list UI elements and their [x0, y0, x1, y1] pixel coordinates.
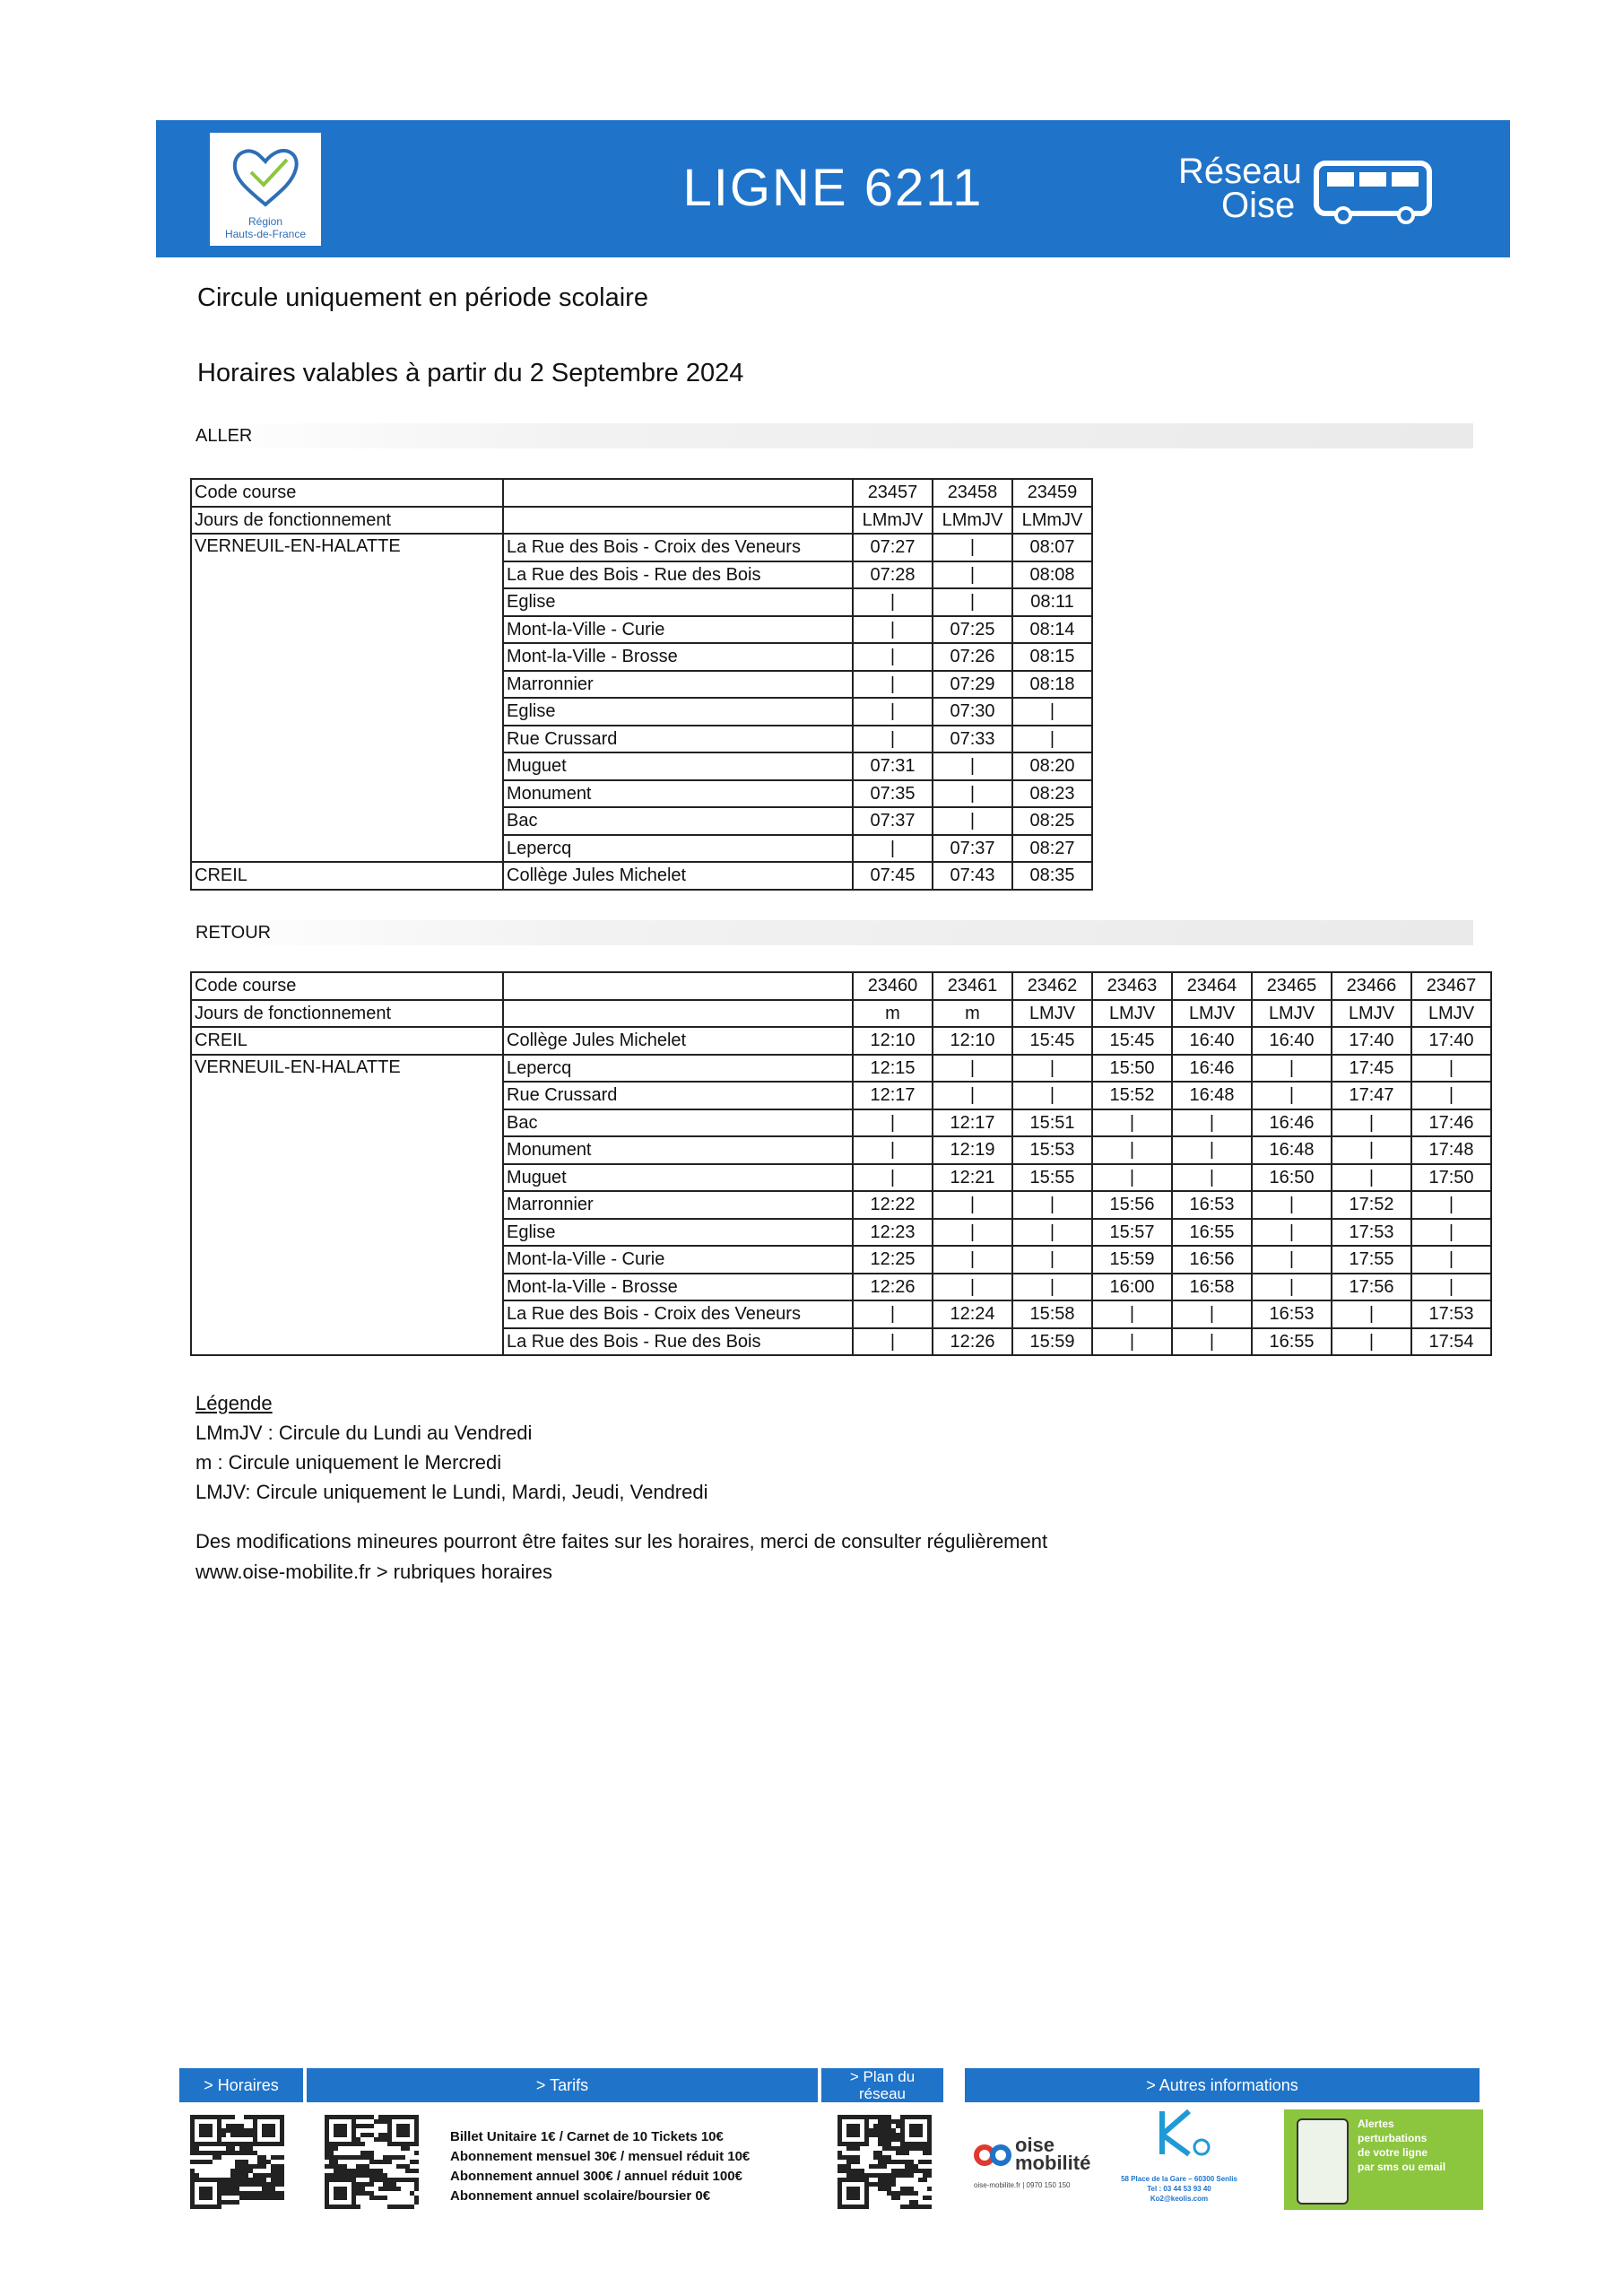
time-cell: 17:56	[1332, 1274, 1411, 1301]
stop-name: La Rue des Bois - Rue des Bois	[503, 1328, 853, 1356]
days-code: LMJV	[1012, 1000, 1092, 1028]
course-code: 23465	[1252, 972, 1332, 1000]
days-code: LMJV	[1252, 1000, 1332, 1028]
timetable-aller	[190, 478, 1093, 891]
network-logo	[1178, 152, 1302, 225]
commune-cell	[191, 752, 503, 780]
course-code: 23464	[1172, 972, 1252, 1000]
time-cell: 08:14	[1012, 616, 1092, 644]
table-row	[191, 1274, 1491, 1301]
time-cell: 15:51	[1012, 1109, 1092, 1137]
table-row	[191, 1109, 1491, 1137]
time-cell: |	[1172, 1109, 1252, 1137]
time-cell: 07:29	[933, 671, 1012, 699]
stop-name: Monument	[503, 1136, 853, 1164]
time-cell: 07:35	[853, 780, 933, 808]
days-label: Jours de fonctionnement	[191, 507, 503, 535]
k-logo-icon	[1153, 2108, 1216, 2158]
region-logo-text: Hauts-de-France	[224, 228, 307, 240]
time-cell: 07:37	[933, 835, 1012, 863]
days-row	[191, 507, 1092, 535]
time-cell: 07:26	[933, 643, 1012, 671]
time-cell: |	[853, 671, 933, 699]
time-cell: 08:08	[1012, 561, 1092, 589]
time-cell: 17:40	[1332, 1027, 1411, 1055]
time-cell: 12:25	[853, 1246, 933, 1274]
time-cell: 17:47	[1332, 1082, 1411, 1109]
commune-cell	[191, 616, 503, 644]
days-code: LMJV	[1172, 1000, 1252, 1028]
time-cell: 17:53	[1411, 1300, 1491, 1328]
days-code: m	[933, 1000, 1012, 1028]
time-cell: 08:35	[1012, 862, 1092, 890]
oise-mobilite-word1: oise	[1015, 2134, 1055, 2156]
keolis-email: Ko2@keolis.com	[1150, 2195, 1209, 2203]
table-row	[191, 752, 1092, 780]
table-row	[191, 534, 1092, 561]
commune-cell	[191, 1136, 503, 1164]
time-cell: |	[933, 1274, 1012, 1301]
school-period-notice: Circule uniquement en période scolaire	[197, 283, 648, 312]
alert-line: de votre ligne	[1358, 2146, 1428, 2159]
time-cell: 16:53	[1172, 1191, 1252, 1219]
time-cell: 08:27	[1012, 835, 1092, 863]
empty-cell	[503, 479, 853, 507]
time-cell: |	[933, 1219, 1012, 1247]
oise-mobilite-word2: mobilité	[1015, 2152, 1091, 2174]
time-cell: |	[853, 1109, 933, 1137]
time-cell: |	[1332, 1328, 1411, 1356]
time-cell: 15:52	[1092, 1082, 1172, 1109]
time-cell: |	[1252, 1219, 1332, 1247]
footer-autres-tab[interactable]: > Autres informations	[965, 2068, 1480, 2102]
time-cell: 12:10	[853, 1027, 933, 1055]
network-line2: Oise	[1221, 186, 1296, 225]
time-cell: |	[933, 534, 1012, 561]
stop-name: Collège Jules Michelet	[503, 862, 853, 890]
time-cell: |	[853, 1328, 933, 1356]
table-row	[191, 780, 1092, 808]
time-cell: |	[1332, 1109, 1411, 1137]
page-title: LIGNE 6211	[682, 159, 984, 217]
time-cell: 15:56	[1092, 1191, 1172, 1219]
alert-line: par sms ou email	[1358, 2161, 1446, 2173]
plan-label-1: > Plan du	[849, 2068, 916, 2085]
days-label: Jours de fonctionnement	[191, 1000, 503, 1028]
time-cell: 12:17	[933, 1109, 1012, 1137]
time-cell: 16:46	[1252, 1109, 1332, 1137]
code-row	[191, 972, 1491, 1000]
alert-text	[1358, 2117, 1445, 2174]
course-code: 23463	[1092, 972, 1172, 1000]
time-cell: 12:22	[853, 1191, 933, 1219]
table-row	[191, 671, 1092, 699]
time-cell: 15:45	[1012, 1027, 1092, 1055]
alert-line: Alertes	[1358, 2118, 1394, 2130]
time-cell: 15:59	[1092, 1246, 1172, 1274]
time-cell: |	[853, 698, 933, 726]
time-cell: 15:45	[1092, 1027, 1172, 1055]
time-cell: 12:23	[853, 1219, 933, 1247]
course-code: 23460	[853, 972, 933, 1000]
time-cell: |	[1411, 1082, 1491, 1109]
time-cell: 16:46	[1172, 1055, 1252, 1083]
stop-name: Rue Crussard	[503, 726, 853, 753]
stop-name: Muguet	[503, 752, 853, 780]
time-cell: |	[853, 588, 933, 616]
time-cell: |	[1012, 1191, 1092, 1219]
course-code: 23458	[933, 479, 1012, 507]
time-cell: 15:50	[1092, 1055, 1172, 1083]
stop-name: Eglise	[503, 1219, 853, 1247]
time-cell: |	[1012, 726, 1092, 753]
stop-name: Mont-la-Ville - Curie	[503, 1246, 853, 1274]
commune-cell	[191, 1164, 503, 1192]
time-cell: 16:00	[1092, 1274, 1172, 1301]
time-cell: |	[1252, 1082, 1332, 1109]
network-line1: Réseau	[1178, 152, 1302, 191]
stop-name: Monument	[503, 780, 853, 808]
course-code: 23461	[933, 972, 1012, 1000]
time-cell: 16:48	[1172, 1082, 1252, 1109]
commune-cell	[191, 1082, 503, 1109]
time-cell: |	[1411, 1055, 1491, 1083]
time-cell: 07:43	[933, 862, 1012, 890]
time-cell: |	[1172, 1328, 1252, 1356]
stop-name: Mont-la-Ville - Curie	[503, 616, 853, 644]
commune-cell	[191, 726, 503, 753]
days-code: LMmJV	[1012, 507, 1092, 535]
footer-horaires-tab[interactable]: > Horaires	[179, 2068, 303, 2102]
time-cell: 17:53	[1332, 1219, 1411, 1247]
time-cell: 16:40	[1252, 1027, 1332, 1055]
stop-name: Rue Crussard	[503, 1082, 853, 1109]
time-cell: |	[1092, 1328, 1172, 1356]
commune-cell	[191, 1219, 503, 1247]
commune-cell	[191, 643, 503, 671]
table-row	[191, 616, 1092, 644]
commune-cell	[191, 1328, 503, 1356]
time-cell: 15:55	[1012, 1164, 1092, 1192]
table-row	[191, 1328, 1491, 1356]
empty-cell	[503, 1000, 853, 1028]
table-row	[191, 726, 1092, 753]
time-cell: 15:58	[1012, 1300, 1092, 1328]
empty-cell	[503, 972, 853, 1000]
time-cell: 15:53	[1012, 1136, 1092, 1164]
days-code: LMJV	[1092, 1000, 1172, 1028]
table-row	[191, 1164, 1491, 1192]
commune-cell	[191, 561, 503, 589]
time-cell: |	[1252, 1274, 1332, 1301]
time-cell: 17:48	[1411, 1136, 1491, 1164]
tarif-line: Abonnement annuel 300€ / annuel réduit 100€	[450, 2169, 742, 2184]
plan-label-2: réseau	[859, 2085, 906, 2102]
infinity-icon	[974, 2142, 1011, 2169]
stop-name: Eglise	[503, 588, 853, 616]
tarifs-list	[450, 2127, 750, 2206]
footer-plan-tab[interactable]	[821, 2068, 943, 2102]
time-cell: 16:53	[1252, 1300, 1332, 1328]
time-cell: |	[853, 616, 933, 644]
stop-name: Lepercq	[503, 1055, 853, 1083]
time-cell: |	[933, 588, 1012, 616]
commune-cell	[191, 835, 503, 863]
time-cell: 12:24	[933, 1300, 1012, 1328]
time-cell: |	[1092, 1136, 1172, 1164]
stop-name: Eglise	[503, 698, 853, 726]
legend-item: LMmJV : Circule du Lundi au Vendredi	[195, 1422, 533, 1444]
time-cell: 12:17	[853, 1082, 933, 1109]
time-cell: 16:40	[1172, 1027, 1252, 1055]
time-cell: 17:50	[1411, 1164, 1491, 1192]
time-cell: 08:23	[1012, 780, 1092, 808]
time-cell: |	[853, 643, 933, 671]
time-cell: |	[1012, 1055, 1092, 1083]
commune-cell	[191, 1274, 503, 1301]
commune-cell	[191, 698, 503, 726]
time-cell: |	[933, 1246, 1012, 1274]
time-cell: |	[933, 1082, 1012, 1109]
table-row	[191, 1136, 1491, 1164]
days-row	[191, 1000, 1491, 1028]
time-cell: 16:55	[1172, 1219, 1252, 1247]
stop-name: La Rue des Bois - Rue des Bois	[503, 561, 853, 589]
time-cell: 12:26	[853, 1274, 933, 1301]
time-cell: 17:52	[1332, 1191, 1411, 1219]
alert-banner[interactable]	[1284, 2109, 1483, 2210]
timetable-retour	[190, 971, 1492, 1356]
table-row	[191, 1027, 1491, 1055]
qr-code-plan-icon[interactable]	[832, 2113, 938, 2212]
time-cell: |	[933, 807, 1012, 835]
commune-cell: CREIL	[191, 862, 503, 890]
time-cell: 07:45	[853, 862, 933, 890]
time-cell: 07:31	[853, 752, 933, 780]
time-cell: 16:56	[1172, 1246, 1252, 1274]
bus-icon	[1313, 158, 1438, 226]
time-cell: |	[1411, 1219, 1491, 1247]
stop-name: Mont-la-Ville - Brosse	[503, 643, 853, 671]
table-row	[191, 1082, 1491, 1109]
table-row	[191, 561, 1092, 589]
stop-name: Collège Jules Michelet	[503, 1027, 853, 1055]
qr-code-tarifs-icon[interactable]	[319, 2113, 425, 2212]
commune-cell	[191, 1109, 503, 1137]
time-cell: |	[1252, 1246, 1332, 1274]
time-cell: |	[1411, 1191, 1491, 1219]
time-cell: 07:33	[933, 726, 1012, 753]
time-cell: 12:10	[933, 1027, 1012, 1055]
time-cell: 08:15	[1012, 643, 1092, 671]
table-row	[191, 1246, 1491, 1274]
tarif-line: Abonnement annuel scolaire/boursier 0€	[450, 2188, 711, 2204]
time-cell: |	[1252, 1191, 1332, 1219]
legend-item: m : Circule uniquement le Mercredi	[195, 1451, 502, 1474]
time-cell: |	[1012, 1219, 1092, 1247]
time-cell: 16:50	[1252, 1164, 1332, 1192]
code-row	[191, 479, 1092, 507]
time-cell: 08:11	[1012, 588, 1092, 616]
time-cell: |	[1252, 1055, 1332, 1083]
time-cell: |	[1012, 698, 1092, 726]
time-cell: 16:55	[1252, 1328, 1332, 1356]
header-banner	[156, 120, 1510, 257]
commune-cell	[191, 1300, 503, 1328]
empty-cell	[503, 507, 853, 535]
course-code: 23457	[853, 479, 933, 507]
stop-name: Bac	[503, 807, 853, 835]
time-cell: |	[853, 835, 933, 863]
table-row	[191, 588, 1092, 616]
time-cell: |	[1332, 1136, 1411, 1164]
time-cell: 15:59	[1012, 1328, 1092, 1356]
table-row	[191, 1055, 1491, 1083]
footer-tarifs-tab[interactable]: > Tarifs	[307, 2068, 818, 2102]
stop-name: La Rue des Bois - Croix des Veneurs	[503, 534, 853, 561]
code-label: Code course	[191, 972, 503, 1000]
time-cell: 12:15	[853, 1055, 933, 1083]
time-cell: 17:45	[1332, 1055, 1411, 1083]
commune-cell: CREIL	[191, 1027, 503, 1055]
stop-name: Mont-la-Ville - Brosse	[503, 1274, 853, 1301]
tarif-line: Billet Unitaire 1€ / Carnet de 10 Tickets 10€	[450, 2129, 724, 2144]
time-cell: |	[853, 1300, 933, 1328]
time-cell: 17:46	[1411, 1109, 1491, 1137]
time-cell: 15:57	[1092, 1219, 1172, 1247]
table-row	[191, 835, 1092, 863]
commune-cell	[191, 1191, 503, 1219]
stop-name: Marronnier	[503, 1191, 853, 1219]
time-cell: |	[933, 752, 1012, 780]
commune-cell	[191, 1246, 503, 1274]
days-code: LMmJV	[933, 507, 1012, 535]
course-code: 23466	[1332, 972, 1411, 1000]
time-cell: |	[1012, 1082, 1092, 1109]
stop-name: Muguet	[503, 1164, 853, 1192]
time-cell: 12:19	[933, 1136, 1012, 1164]
oise-mobilite-contact: oise-mobilite.fr | 0970 150 150	[974, 2181, 1071, 2189]
time-cell: |	[853, 1164, 933, 1192]
qr-code-horaires-icon[interactable]	[185, 2113, 291, 2212]
time-cell: |	[1092, 1300, 1172, 1328]
time-cell: 08:18	[1012, 671, 1092, 699]
time-cell: |	[1411, 1274, 1491, 1301]
time-cell: 17:55	[1332, 1246, 1411, 1274]
stop-name: Bac	[503, 1109, 853, 1137]
time-cell: |	[853, 1136, 933, 1164]
time-cell: 12:21	[933, 1164, 1012, 1192]
course-code: 23459	[1012, 479, 1092, 507]
days-code: LMJV	[1332, 1000, 1411, 1028]
time-cell: |	[853, 726, 933, 753]
modifications-line1: Des modifications mineures pourront être faites sur les horaires, merci de consulter régulièrement	[195, 1530, 1048, 1552]
time-cell: |	[1411, 1246, 1491, 1274]
alert-line: perturbations	[1358, 2132, 1428, 2144]
time-cell: |	[933, 1055, 1012, 1083]
table-row	[191, 1191, 1491, 1219]
time-cell: |	[1092, 1109, 1172, 1137]
time-cell: |	[1332, 1164, 1411, 1192]
commune-cell	[191, 588, 503, 616]
validity-notice: Horaires valables à partir du 2 Septembre 2024	[197, 359, 744, 387]
time-cell: |	[1012, 1246, 1092, 1274]
days-code: LMmJV	[853, 507, 933, 535]
time-cell: 08:07	[1012, 534, 1092, 561]
keolis-address: 58 Place de la Gare – 60300 Senlis	[1121, 2175, 1237, 2183]
phone-icon	[1297, 2118, 1349, 2205]
commune-cell	[191, 671, 503, 699]
legend-item: LMJV: Circule uniquement le Lundi, Mardi, Jeudi, Vendredi	[195, 1481, 708, 1503]
time-cell: 08:20	[1012, 752, 1092, 780]
time-cell: 16:58	[1172, 1274, 1252, 1301]
legend	[195, 1388, 708, 1507]
time-cell: 07:25	[933, 616, 1012, 644]
stop-name: Marronnier	[503, 671, 853, 699]
time-cell: 07:27	[853, 534, 933, 561]
modifications-link[interactable]: www.oise-mobilite.fr > rubriques horaires	[195, 1561, 552, 1583]
table-row	[191, 862, 1092, 890]
keolis-phone: Tel : 03 44 53 93 40	[1147, 2185, 1211, 2193]
days-code: LMJV	[1411, 1000, 1491, 1028]
time-cell: |	[1172, 1164, 1252, 1192]
stop-name: La Rue des Bois - Croix des Veneurs	[503, 1300, 853, 1328]
commune-cell	[191, 807, 503, 835]
time-cell: |	[933, 561, 1012, 589]
commune-cell: VERNEUIL-EN-HALATTE	[191, 534, 503, 561]
time-cell: 07:28	[853, 561, 933, 589]
table-row	[191, 1219, 1491, 1247]
days-code: m	[853, 1000, 933, 1028]
table-row	[191, 698, 1092, 726]
time-cell: 17:40	[1411, 1027, 1491, 1055]
course-code: 23467	[1411, 972, 1491, 1000]
modifications-note	[195, 1526, 1047, 1587]
table-row	[191, 643, 1092, 671]
code-label: Code course	[191, 479, 503, 507]
time-cell: 12:26	[933, 1328, 1012, 1356]
time-cell: 08:25	[1012, 807, 1092, 835]
section-retour: RETOUR	[194, 920, 1473, 945]
time-cell: 07:37	[853, 807, 933, 835]
stop-name: Lepercq	[503, 835, 853, 863]
commune-cell	[191, 780, 503, 808]
time-cell: |	[933, 780, 1012, 808]
time-cell: |	[933, 1191, 1012, 1219]
table-row	[191, 1300, 1491, 1328]
time-cell: |	[1172, 1300, 1252, 1328]
course-code: 23462	[1012, 972, 1092, 1000]
time-cell: |	[1172, 1136, 1252, 1164]
time-cell: 07:30	[933, 698, 1012, 726]
table-row	[191, 807, 1092, 835]
section-aller: ALLER	[194, 423, 1473, 448]
time-cell: |	[1092, 1164, 1172, 1192]
time-cell: |	[1012, 1274, 1092, 1301]
region-logo-small: Région	[247, 215, 283, 228]
legend-title: Légende	[195, 1392, 273, 1414]
commune-cell: VERNEUIL-EN-HALATTE	[191, 1055, 503, 1083]
time-cell: 16:48	[1252, 1136, 1332, 1164]
time-cell: 17:54	[1411, 1328, 1491, 1356]
time-cell: |	[1332, 1300, 1411, 1328]
tarif-line: Abonnement mensuel 30€ / mensuel réduit 10€	[450, 2149, 751, 2164]
